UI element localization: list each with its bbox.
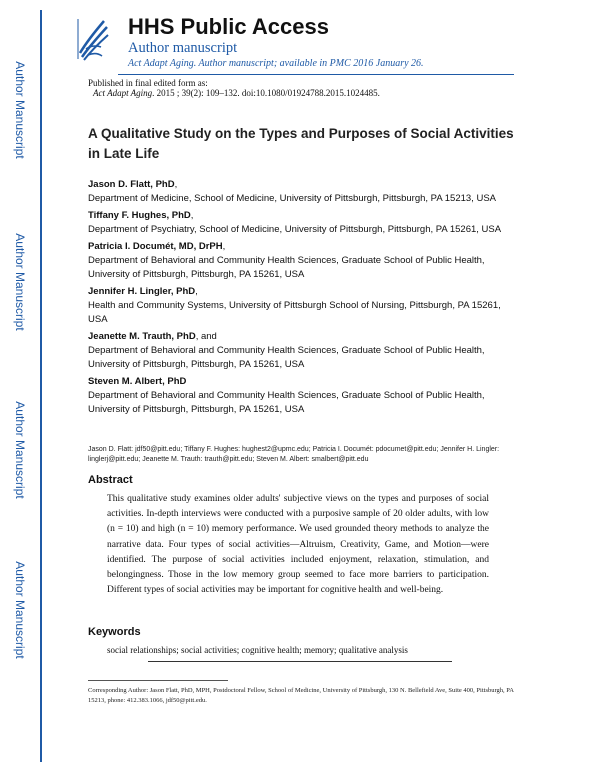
author-emails: Jason D. Flatt: jdf50@pitt.edu; Tiffany F. Hughes: hughest2@upmc.edu; Patricia I. Documét: pdocumet@pitt.edu; Jennifer H. Lingler: linglerj@pitt.edu; Jeanette M. Trauth: trauth@pitt.edu; Steven M. Albert: smalbert@pitt.edu (88, 446, 500, 463)
abstract-heading: Abstract (88, 474, 133, 486)
author-affiliation: Department of Psychiatry, School of Medicine, University of Pittsburgh, Pittsburgh, PA 15261, USA (88, 224, 502, 235)
hhs-eagle-logo-icon (74, 13, 110, 65)
author-entry (88, 330, 518, 372)
author-entry (88, 285, 518, 327)
paper-title: A Qualitative Study on the Types and Purposes of Social Activities in Late Life (88, 126, 514, 161)
corresponding-author-footnote: Corresponding Author: Jason Flatt, PhD, MPH, Postdoctoral Fellow, School of Medicine, University of Pittsburgh, 130 N. Bellefield Ave, Suite 400, Pittsburgh, PA 15213, phone: 412.383.1066, jdf50@pitt.edu. (88, 687, 514, 704)
author-name: Jason D. Flatt, PhD (88, 179, 175, 190)
author-name: Patricia I. Documét, MD, DrPH (88, 241, 223, 252)
keywords-rule (148, 661, 452, 662)
side-divider (40, 10, 42, 762)
author-name: Steven M. Albert, PhD (88, 376, 187, 387)
author-suffix: , (174, 179, 178, 190)
footnote-rule (88, 680, 228, 681)
author-list (88, 178, 518, 420)
author-affiliation: Department of Behavioral and Community Health Sciences, Graduate School of Public Health, University of Pittsburgh, Pittsburgh, PA 15261, USA (88, 390, 485, 415)
manuscript-label: Author manuscript (128, 40, 238, 56)
author-suffix: , (190, 210, 194, 221)
author-entry (88, 178, 518, 206)
author-suffix: , (195, 286, 198, 297)
journal-name: Act Adapt Aging (93, 88, 153, 98)
author-affiliation: Department of Behavioral and Community Health Sciences, Graduate School of Public Health, University of Pittsburgh, Pittsburgh, PA 15261, USA (88, 345, 485, 370)
publication-citation (93, 88, 380, 98)
abstract-text: This qualitative study examines older adults' subjective views on the types and purposes of social activities. In-depth interviews were conducted with a purposive sample of 20 older adults, with low (n = 10) and high (n = 10) memory performance. We used grounded theory methods to analyze the narrative data. Four types of social activities—Altruism, Creativity, Game, and Motion—were identified. The purpose of social activities included enjoyment, relaxation, stimulation, and belongingness. Those in the low memory group seemed to face more barriers to participation. Different types of social activities may be important for cognitive health and well-being. (107, 494, 489, 596)
publication-details: . 2015 ; 39(2): 109–132. doi:10.1080/01924788.2015.1024485. (152, 88, 380, 98)
published-label: Published in final edited form as: (88, 78, 208, 88)
author-suffix: , and (195, 331, 217, 342)
author-entry (88, 209, 518, 237)
header-rule (118, 74, 514, 75)
author-name: Tiffany F. Hughes, PhD (88, 210, 191, 221)
author-entry (88, 240, 518, 282)
author-affiliation: Health and Community Systems, University of Pittsburgh School of Nursing, Pittsburgh, PA 15261, USA (88, 300, 501, 325)
author-entry (88, 375, 518, 417)
hhs-header-title: HHS Public Access (128, 14, 329, 39)
author-name: Jennifer H. Lingler, PhD (88, 286, 196, 297)
keywords-text: social relationships; social activities; cognitive health; memory; qualitative analysis (107, 645, 408, 655)
author-name: Jeanette M. Trauth, PhD (88, 331, 196, 342)
availability-citation: Act Adapt Aging. Author manuscript; available in PMC 2016 January 26. (128, 58, 424, 69)
side-band: Author Manuscript Author Manuscript Author Manuscript Author Manuscript (13, 61, 27, 659)
author-affiliation: Department of Behavioral and Community Health Sciences, Graduate School of Public Health, University of Pittsburgh, Pittsburgh, PA 15261, USA (88, 255, 485, 280)
keywords-heading: Keywords (88, 626, 141, 638)
author-suffix: , (222, 241, 226, 252)
author-affiliation: Department of Medicine, School of Medicine, University of Pittsburgh, Pittsburgh, PA 15213, USA (88, 193, 496, 204)
